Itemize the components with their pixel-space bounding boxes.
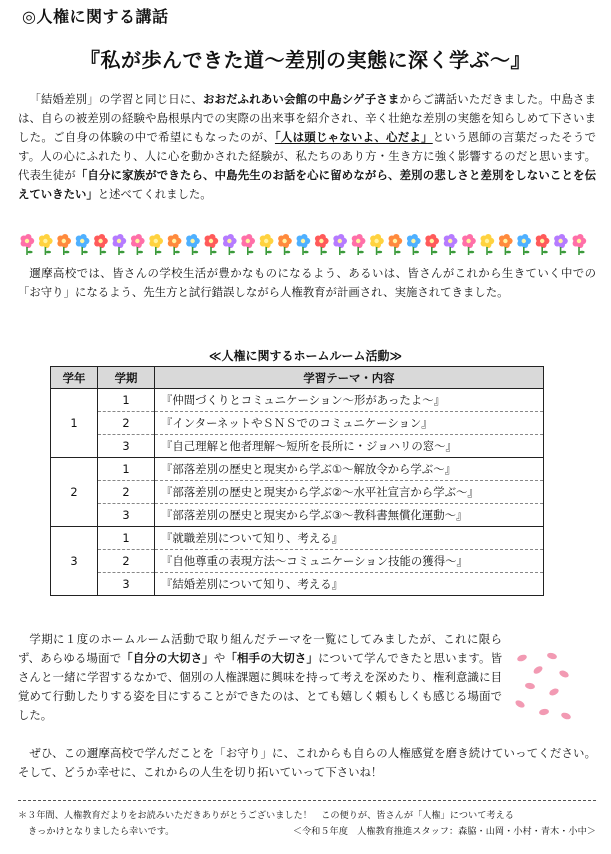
section-heading: ◎人権に関する講話 (22, 7, 169, 26)
flower-icon (444, 234, 458, 255)
others-importance-phrase: 「相手の大切さ」 (225, 651, 319, 665)
flower-icon (352, 234, 366, 255)
table-row (51, 412, 544, 435)
flower-icon (499, 234, 513, 255)
flower-icon (223, 234, 237, 255)
flower-icon (481, 234, 495, 255)
footnote (18, 808, 596, 840)
p1-text-1: 「結婚差別」の学習と同じ日に、 (29, 92, 203, 106)
flower-icon (21, 234, 35, 255)
reflection-paragraph (18, 630, 502, 725)
term-cell: 1 (98, 389, 155, 412)
self-importance-phrase: 「自分の大切さ」 (121, 651, 214, 665)
flower-icon (57, 234, 71, 255)
staff-credit: ＜令和５年度 人権教育推進スタッフ：森脇・山岡・小村・青木・小中＞ (292, 826, 596, 837)
flower-icon (39, 234, 53, 255)
table-row (51, 481, 544, 504)
table-row (51, 550, 544, 573)
speaker-name: おおだふれあい会館の中島シゲ子さま (202, 92, 400, 106)
theme-cell: 『部落差別の歴史と現実から学ぶ②〜水平社宣言から学ぶ〜』 (155, 481, 544, 504)
p3-text-1: 学期に１度のホームルーム活動で取り組んだテーマを一覧にしてみましたが、これに限らず、あらゆる場面で (18, 632, 502, 665)
flower-icon (333, 234, 347, 255)
flower-icon (241, 234, 255, 255)
table-row (51, 435, 544, 458)
flower-icon (76, 234, 90, 255)
p1-text-3: という恩師の言葉だったそうです。人の心にふれたり、人に心を動かされた経験が、私たちのあり方・生き方に強く影響するのだと思います。代表生徒が (18, 130, 596, 182)
flower-icon (168, 234, 182, 255)
theme-cell: 『インターネットやＳＮＳでのコミュニケーション』 (155, 412, 544, 435)
theme-cell: 『部落差別の歴史と現実から学ぶ③〜教科書無償化運動〜』 (155, 504, 544, 527)
flower-icon (260, 234, 274, 255)
lecture-paragraph (18, 90, 596, 204)
table-row (51, 573, 544, 596)
flower-icon (407, 234, 421, 255)
table-row (51, 504, 544, 527)
header-term: 学期 (98, 367, 155, 389)
flower-icon (462, 234, 476, 255)
theme-cell: 『結婚差別について知り、考える』 (155, 573, 544, 596)
theme-cell: 『就職差別について知り、考える』 (155, 527, 544, 550)
table-header-row (51, 367, 544, 389)
flower-icon (370, 234, 384, 255)
sakura-petals-decoration (508, 652, 578, 732)
footnote-line-2: きっかけとなりましたら幸いです。 (28, 826, 175, 837)
theme-cell: 『自己理解と他者理解〜短所を長所に・ジョハリの窓〜』 (155, 435, 544, 458)
term-cell: 3 (98, 504, 155, 527)
table-title: ≪人権に関するホームルーム活動≫ (208, 349, 403, 363)
flower-icon (113, 234, 127, 255)
mentor-quote: 「人は頭じゃないよ、心だよ」 (274, 130, 433, 144)
term-cell: 2 (98, 412, 155, 435)
theme-cell: 『部落差別の歴史と現実から学ぶ①〜解放令から学ぶ〜』 (155, 458, 544, 481)
term-cell: 2 (98, 481, 155, 504)
flower-icon (536, 234, 550, 255)
flower-icon (94, 234, 108, 255)
closing-paragraph: ぜひ、この邇摩高校で学んだことを「お守り」に、これからも自らの人権感覚を磨き続けていってください。そして、どうか幸せに、これからの人生を切り拓いていって下さいね！ (18, 746, 596, 779)
flower-icon (278, 234, 292, 255)
flower-icon (425, 234, 439, 255)
term-cell: 3 (98, 435, 155, 458)
flower-icon (517, 234, 531, 255)
student-quote: 「自分に家族ができたら、中島先生のお話を心に留めながら、差別の悲しさと差別をしないことを伝えていきたい」 (18, 168, 596, 201)
table-row (51, 527, 544, 550)
term-cell: 1 (98, 458, 155, 481)
table-row (51, 389, 544, 412)
p1-text-4: と述べてくれました。 (97, 187, 212, 201)
flower-border-decoration (18, 232, 596, 258)
grade-cell: 3 (51, 527, 98, 596)
flower-icon (131, 234, 145, 255)
flower-icon (297, 234, 311, 255)
flower-icon (186, 234, 200, 255)
term-cell: 2 (98, 550, 155, 573)
flower-icon (554, 234, 568, 255)
petal-icon (514, 652, 572, 721)
grade-cell: 1 (51, 389, 98, 458)
flower-icon (149, 234, 163, 255)
term-cell: 3 (98, 573, 155, 596)
dashed-divider (18, 800, 596, 801)
main-title: 『私が歩んできた道〜差別の実態に深く学ぶ〜』 (80, 48, 531, 72)
header-grade: 学年 (51, 367, 98, 389)
grade-cell: 2 (51, 458, 98, 527)
theme-cell: 『自他尊重の表現方法〜コミュニケーション技能の獲得〜』 (155, 550, 544, 573)
homeroom-activity-table (50, 366, 544, 596)
p3-text-3: について学んできたと思います。皆さんと一緒に学習するなかで、個別の人権課題に興味を持って考えを深めたり、権利意識に目覚めて行動したりする姿を目にすることができたのは、とても嬉しく頼もしくも感じる場面でした。 (18, 651, 502, 722)
flower-icon (205, 234, 219, 255)
flower-icon (315, 234, 329, 255)
school-paragraph: 邇摩高校では、皆さんの学校生活が豊かなものになるよう、あるいは、皆さんがこれから生きていく中での「お守り」になるよう、先生方と試行錯誤しながら人権教育が計画され、実施されてきました。 (18, 266, 596, 299)
p1-text-2: からご講話いただきました。中島さまは、自らの被差別の経験や島根県内での実際の出来事を紹介され、辛く壮絶な差別の実態を知らしめて下さいました。ご自身の体験の中で希望にもなったのが、 (18, 92, 596, 144)
p3-text-2: や (213, 651, 226, 665)
flower-icon (389, 234, 403, 255)
table-row (51, 458, 544, 481)
header-theme: 学習テーマ・内容 (155, 367, 544, 389)
flower-icon (573, 234, 587, 255)
term-cell: 1 (98, 527, 155, 550)
footnote-line-1: ＊３年間、人権教育だよりをお読みいただきありがとうございました！ この便りが、皆さんが「人権」について考える (18, 810, 514, 821)
theme-cell: 『仲間づくりとコミュニケーション〜形があったよ〜』 (155, 389, 544, 412)
